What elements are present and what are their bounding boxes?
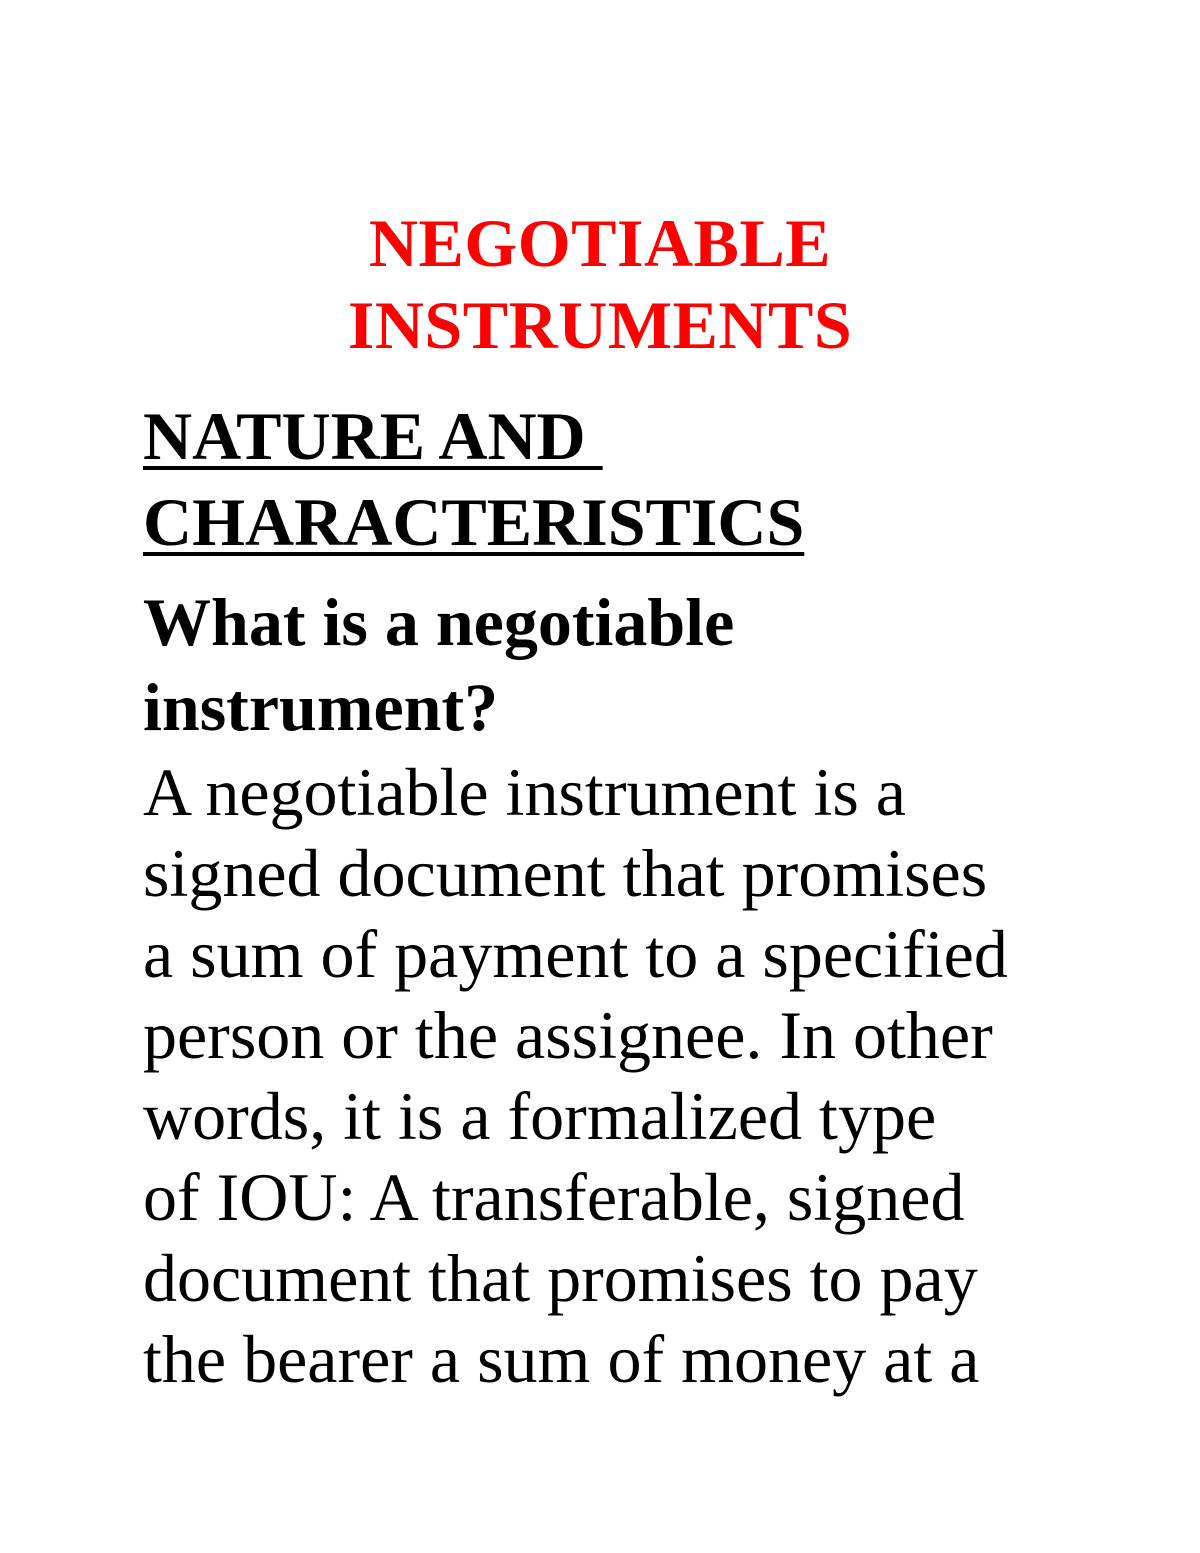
section-heading-line-1: NATURE AND <box>143 398 603 474</box>
section-heading-line-2: CHARACTERISTICS <box>143 484 805 560</box>
body-line: the bearer a sum of money at a <box>143 1321 980 1397</box>
document-title <box>0 202 1200 366</box>
body-line: person or the assignee. In other <box>143 997 993 1073</box>
title-line-1: NEGOTIABLE <box>368 205 832 281</box>
section-heading <box>143 393 804 565</box>
question-line-1: What is a negotiable <box>143 584 735 660</box>
question-heading <box>143 580 734 750</box>
question-line-2: instrument? <box>143 669 499 745</box>
body-line: a sum of payment to a specified <box>143 916 1008 992</box>
body-line: A negotiable instrument is a <box>143 754 906 830</box>
body-line: document that promises to pay <box>143 1240 978 1316</box>
title-line-2: INSTRUMENTS <box>347 287 853 363</box>
body-line: words, it is a formalized type <box>143 1078 937 1154</box>
body-line: of IOU: A transferable, signed <box>143 1159 965 1235</box>
body-paragraph <box>143 752 1008 1400</box>
body-line: signed document that promises <box>143 835 988 911</box>
